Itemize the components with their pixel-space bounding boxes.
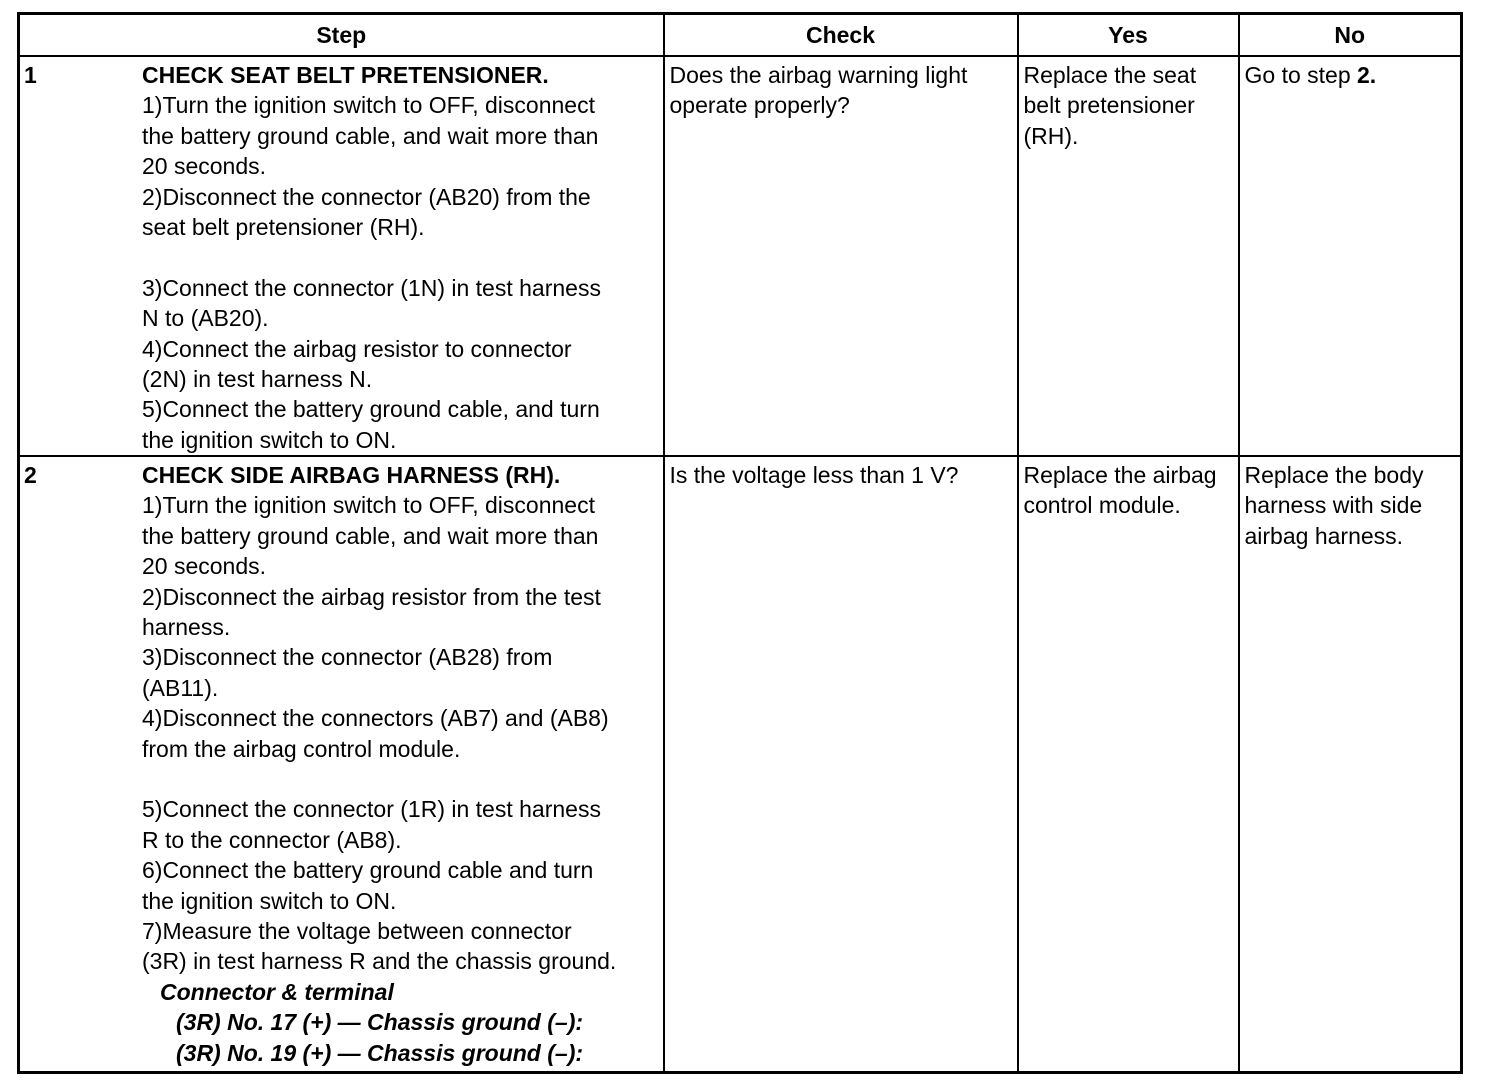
no-step-link: 2.: [1357, 62, 1377, 88]
step-line: the battery ground cable, and wait more than: [142, 522, 599, 549]
check-line: Is the voltage less than 1 V?: [669, 462, 959, 489]
step-line: harness.: [142, 614, 231, 641]
no-line: Replace the body: [1244, 462, 1424, 489]
step-line: (3R) in test harness R and the chassis ground.: [142, 948, 617, 975]
step-body: [142, 57, 663, 455]
header-row: [19, 14, 1462, 57]
check-line: operate properly?: [669, 92, 850, 119]
no-line: [1245, 60, 1456, 90]
check-cell: [664, 456, 1018, 1072]
step-line: 1)Turn the ignition switch to OFF, disconnect: [142, 92, 595, 119]
spec-line: (3R) No. 17 (+) — Chassis ground (–):: [176, 1009, 584, 1036]
header-step: Step: [19, 14, 664, 57]
step-line: 3)Connect the connector (1N) in test harness: [142, 274, 601, 301]
step-title: CHECK SEAT BELT PRETENSIONER.: [142, 62, 549, 88]
step-line: the ignition switch to ON.: [142, 426, 397, 453]
no-prefix: Go to step: [1244, 62, 1358, 88]
yes-cell: [1018, 56, 1239, 456]
step-title: CHECK SIDE AIRBAG HARNESS (RH).: [142, 462, 561, 489]
spec-line: (3R) No. 19 (+) — Chassis ground (–):: [176, 1039, 584, 1066]
yes-line: (RH).: [1023, 122, 1079, 149]
step-line: (2N) in test harness N.: [142, 365, 373, 392]
no-cell: [1239, 56, 1462, 456]
step-body: [142, 457, 663, 1068]
step-cell: [19, 56, 664, 456]
check-line: Does the airbag warning light: [669, 62, 968, 88]
step-line: 2)Disconnect the airbag resistor from the test: [142, 583, 601, 610]
yes-line: Replace the seat: [1023, 62, 1197, 88]
step-line: the battery ground cable, and wait more than: [142, 122, 599, 149]
step-number: 2: [24, 462, 37, 489]
step-line: 6)Connect the battery ground cable and turn: [142, 857, 594, 884]
step-line: N to (AB20).: [142, 305, 269, 332]
no-line: airbag harness.: [1244, 522, 1404, 549]
step-line: R to the connector (AB8).: [142, 826, 402, 853]
step-line: 4)Disconnect the connectors (AB7) and (AB8): [142, 705, 609, 732]
step-line: 5)Connect the connector (1R) in test harness: [142, 796, 601, 823]
step-line: 20 seconds.: [142, 553, 267, 580]
step-line: 3)Disconnect the connector (AB28) from: [142, 644, 553, 671]
no-line: harness with side: [1244, 492, 1423, 519]
header-no: No: [1239, 14, 1462, 57]
no-cell: [1239, 456, 1462, 1072]
blank-line: [142, 242, 663, 272]
yes-cell: [1018, 456, 1239, 1072]
step-number: 1: [24, 62, 37, 88]
check-cell: [664, 56, 1018, 456]
header-yes: Yes: [1018, 14, 1239, 57]
step-line: 4)Connect the airbag resistor to connector: [142, 335, 572, 362]
step-cell: [19, 456, 664, 1072]
yes-line: Replace the airbag: [1023, 462, 1217, 489]
step-line: 5)Connect the battery ground cable, and turn: [142, 396, 600, 423]
step-line: 1)Turn the ignition switch to OFF, disconnect: [142, 492, 595, 519]
spec-heading: Connector & terminal: [160, 978, 394, 1005]
step-line: seat belt pretensioner (RH).: [142, 213, 425, 240]
header-check: Check: [664, 14, 1018, 57]
step-line: the ignition switch to ON.: [142, 887, 397, 914]
step-line: 20 seconds.: [142, 153, 267, 180]
step-line: 2)Disconnect the connector (AB20) from the: [142, 183, 591, 210]
step-line: from the airbag control module.: [142, 735, 461, 762]
yes-line: control module.: [1023, 492, 1181, 519]
table-row: [19, 456, 1462, 1072]
blank-line: [142, 764, 663, 794]
step-line: (AB11).: [142, 674, 219, 701]
diagnostic-table: [17, 12, 1463, 1074]
step-line: 7)Measure the voltage between connector: [142, 917, 572, 944]
table-row: [19, 56, 1462, 456]
yes-line: belt pretensioner: [1023, 92, 1195, 119]
